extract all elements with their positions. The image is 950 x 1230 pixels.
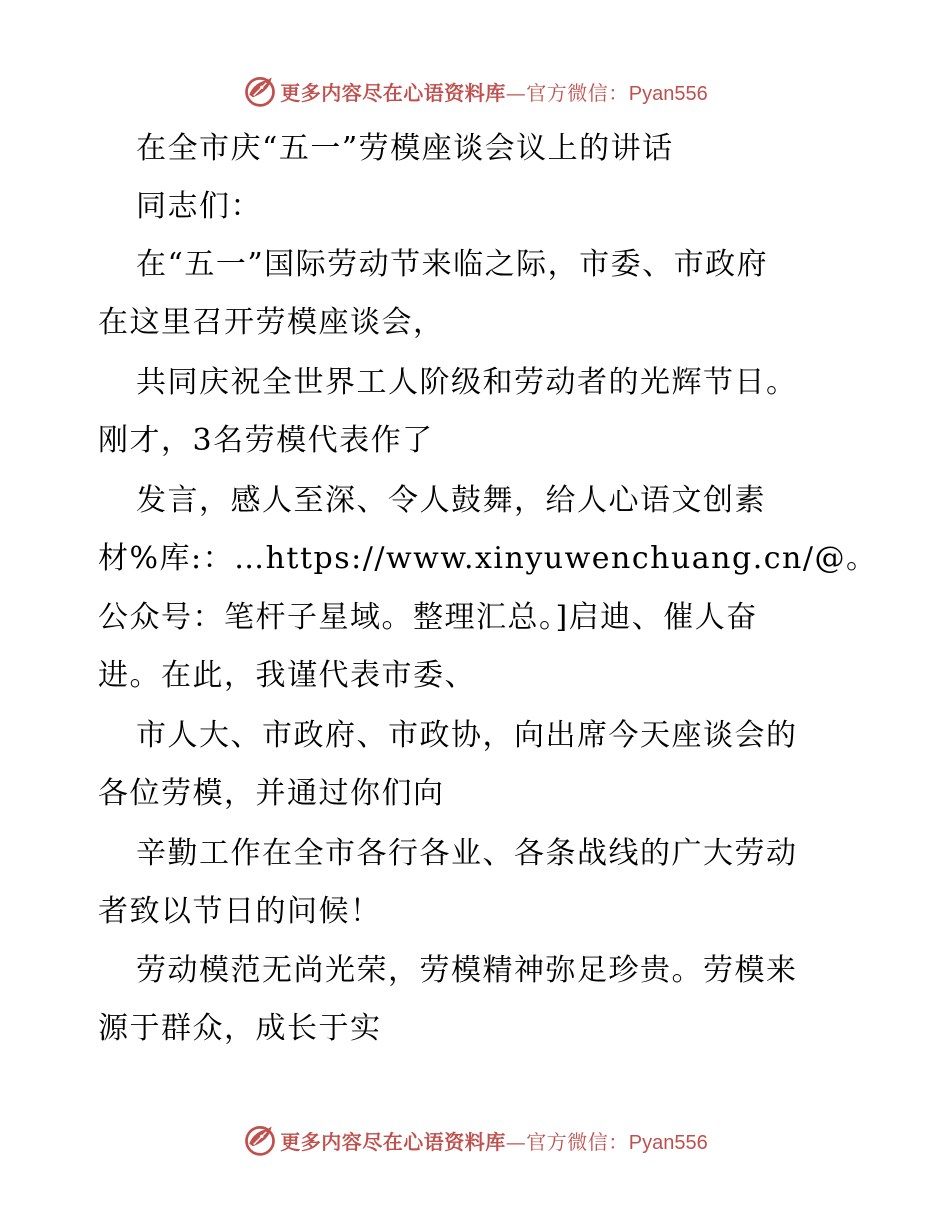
paragraph-line: 辛勤工作在全市各行各业、各条战线的广大劳动 [136, 836, 798, 871]
paragraph-line: 公众号：笔杆子星域。整理汇总。]启迪、催人奋 [98, 600, 758, 635]
footer-wechat-id: Pyan556 [628, 1131, 708, 1154]
paragraph-line: 各位劳模，并通过你们向 [98, 776, 445, 811]
footer-brand-text: 更多内容尽在心语资料库 [280, 1129, 506, 1154]
footer-separator-text: —官方微信： [505, 1129, 629, 1154]
header-brand-text: 更多内容尽在心语资料库 [280, 80, 506, 105]
paragraph-line: 源于群众，成长于实 [98, 1011, 382, 1046]
paragraph-line: 在这里召开劳模座谈会， [98, 305, 445, 340]
pen-nib-logo-icon [242, 1122, 278, 1158]
paragraph-line: 者致以节日的问候！ [98, 894, 382, 929]
paragraph-line: 刚才，3名劳模代表作了 [98, 423, 434, 458]
document-title: 在全市庆“五一”劳模座谈会议上的讲话 [136, 131, 674, 166]
paragraph-line: 共同庆祝全世界工人阶级和劳动者的光辉节日。 [136, 365, 798, 400]
paragraph-line: 市人大、市政府、市政协，向出席今天座谈会的 [136, 718, 798, 753]
salutation: 同志们： [136, 189, 262, 224]
header-separator-text: —官方微信： [505, 80, 629, 105]
paragraph-line: 劳动模范无尚光荣，劳模精神弥足珍贵。劳模来 [136, 953, 798, 988]
footer-banner[interactable] [0, 1120, 950, 1160]
paragraph-line: 进。在此，我谨代表市委、 [98, 658, 476, 693]
header-wechat-id: Pyan556 [628, 82, 708, 105]
pen-nib-logo-icon [242, 73, 278, 109]
paragraph-line: 发言，感人至深、令人鼓舞，给人心语文创素 [136, 483, 766, 518]
paragraph-line: 在“五一”国际劳动节来临之际，市委、市政府 [136, 247, 769, 282]
paragraph-line: 材%库:：…https://www.xinyuwenchuang.cn/@。 [98, 541, 878, 576]
header-banner[interactable] [0, 71, 950, 111]
